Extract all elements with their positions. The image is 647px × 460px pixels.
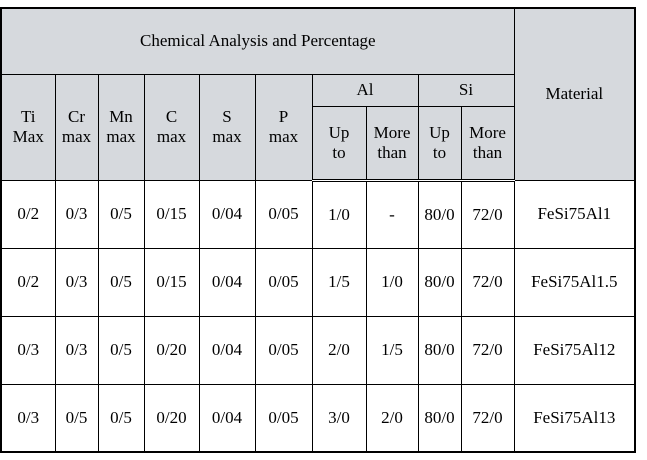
table-row xyxy=(1,384,635,452)
table-wrapper xyxy=(0,7,636,453)
cell-p: 0/05 xyxy=(255,384,312,452)
col-header-ti: Ti Max xyxy=(1,74,55,180)
cell-si-more-than: 72/0 xyxy=(461,316,514,384)
col-header-cr: Cr max xyxy=(55,74,98,180)
cell-ti: 0/3 xyxy=(1,316,55,384)
cell-s: 0/04 xyxy=(199,180,255,248)
cell-mn: 0/5 xyxy=(98,384,144,452)
cell-s: 0/04 xyxy=(199,316,255,384)
cell-ti: 0/2 xyxy=(1,248,55,316)
col-header-al-more-than: More than xyxy=(366,106,418,180)
cell-cr: 0/3 xyxy=(55,316,98,384)
cell-mn: 0/5 xyxy=(98,180,144,248)
col-header-al-up-to: Up to xyxy=(312,106,366,180)
col-header-p: P max xyxy=(255,74,312,180)
cell-si-up-to: 80/0 xyxy=(418,384,461,452)
table-row xyxy=(1,316,635,384)
header-row-title xyxy=(1,8,635,74)
cell-c: 0/15 xyxy=(144,248,199,316)
cell-mn: 0/5 xyxy=(98,316,144,384)
cell-c: 0/20 xyxy=(144,316,199,384)
cell-p: 0/05 xyxy=(255,180,312,248)
cell-al-up-to: 2/0 xyxy=(312,316,366,384)
cell-al-up-to: 3/0 xyxy=(312,384,366,452)
col-header-si-more-than: More than xyxy=(461,106,514,180)
cell-cr: 0/3 xyxy=(55,180,98,248)
col-header-al: Al xyxy=(312,74,418,106)
table-row xyxy=(1,248,635,316)
cell-si-up-to: 80/0 xyxy=(418,248,461,316)
col-header-c: C max xyxy=(144,74,199,180)
cell-c: 0/15 xyxy=(144,180,199,248)
cell-al-more-than: 1/5 xyxy=(366,316,418,384)
cell-al-more-than: 1/0 xyxy=(366,248,418,316)
cell-p: 0/05 xyxy=(255,248,312,316)
cell-al-more-than: - xyxy=(366,180,418,248)
cell-material: FeSi75Al1 xyxy=(514,180,635,248)
cell-s: 0/04 xyxy=(199,248,255,316)
col-header-s: S max xyxy=(199,74,255,180)
cell-ti: 0/2 xyxy=(1,180,55,248)
group-title: Chemical Analysis and Percentage xyxy=(1,8,514,74)
cell-al-more-than: 2/0 xyxy=(366,384,418,452)
cell-si-more-than: 72/0 xyxy=(461,180,514,248)
cell-si-more-than: 72/0 xyxy=(461,248,514,316)
cell-s: 0/04 xyxy=(199,384,255,452)
cell-material: FeSi75Al12 xyxy=(514,316,635,384)
material-header: Material xyxy=(514,8,635,180)
cell-si-up-to: 80/0 xyxy=(418,180,461,248)
cell-mn: 0/5 xyxy=(98,248,144,316)
cell-p: 0/05 xyxy=(255,316,312,384)
cell-material: FeSi75Al1.5 xyxy=(514,248,635,316)
cell-al-up-to: 1/0 xyxy=(312,180,366,248)
cell-material: FeSi75Al13 xyxy=(514,384,635,452)
cell-c: 0/20 xyxy=(144,384,199,452)
table-row xyxy=(1,180,635,248)
col-header-si: Si xyxy=(418,74,514,106)
cell-cr: 0/5 xyxy=(55,384,98,452)
col-header-mn: Mn max xyxy=(98,74,144,180)
cell-cr: 0/3 xyxy=(55,248,98,316)
chemical-analysis-table xyxy=(0,7,636,453)
cell-al-up-to: 1/5 xyxy=(312,248,366,316)
cell-si-more-than: 72/0 xyxy=(461,384,514,452)
cell-si-up-to: 80/0 xyxy=(418,316,461,384)
cell-ti: 0/3 xyxy=(1,384,55,452)
col-header-si-up-to: Up to xyxy=(418,106,461,180)
